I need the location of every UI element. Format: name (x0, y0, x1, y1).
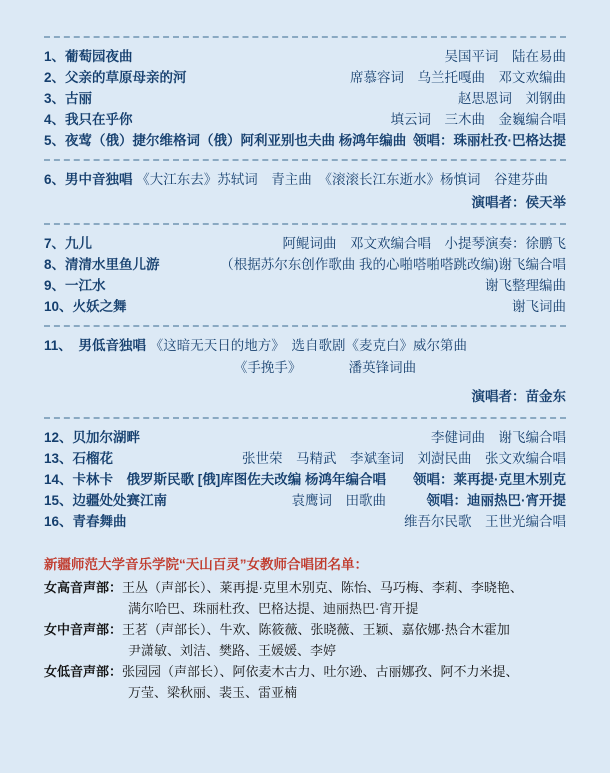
program-item-title: 5、夜莺（俄）捷尔维格词（俄）阿利亚别也夫曲 杨鸿年编曲 (44, 133, 407, 148)
performer-label: 演唱者： (471, 195, 526, 210)
lead-singer-label: 领唱： (413, 472, 454, 487)
program-item-credits: 张世荣 马精武 李斌奎词 刘澍民曲 张文欢编合唱 (242, 451, 566, 466)
solo-performer (44, 385, 566, 409)
roster-section-label: 女高音声部： (44, 580, 123, 595)
program-item-credits: 谢飞整理编曲 (485, 278, 566, 293)
program-item-title: 4、我只在乎你 (44, 112, 133, 127)
program-item-credits: 谢飞词曲 (512, 299, 566, 314)
program-item (44, 254, 566, 275)
roster-section-names: 王丛（声部长）、莱再提·克里木别克、陈怡、马巧梅、李莉、李晓艳、 (122, 580, 523, 595)
program-item-title: 8、清清水里鱼儿游 (44, 257, 160, 272)
roster-title: 新疆师范大学音乐学院“天山百灵”女教师合唱团名单： (44, 557, 368, 572)
program-item-title: 16、青春舞曲 (44, 514, 127, 529)
performer-name: 苗金东 (525, 389, 566, 404)
lead-singer-name: 珠丽杜孜·巴格达提 (453, 133, 566, 148)
program-item-title: 15、边疆处处赛江南 (44, 493, 168, 508)
roster-section-names: 王茗（声部长）、牛欢、陈筱薇、张晓薇、王颖、嘉依娜·热合木霍加 (122, 622, 510, 637)
program-item (44, 233, 566, 254)
program-item (44, 88, 566, 109)
program-item (44, 511, 566, 532)
program-item (44, 296, 566, 317)
solo-description: 《大江东去》苏轼词 青主曲 《滚滚长江东逝水》杨慎词 谷建芬曲 (136, 172, 549, 187)
program-group-2 (44, 161, 566, 223)
roster-section-label: 女中音声部： (44, 622, 123, 637)
roster-row-mezzo (44, 619, 566, 640)
program-item-credits: 李健词曲 谢飞编合唱 (431, 430, 566, 445)
lead-singer-label: 领唱： (413, 133, 454, 148)
solo-subtitle: 《手挽手》 潘英锋词曲 (233, 360, 417, 375)
program-item-credits (413, 130, 566, 151)
roster-row-mezzo-cont: 尹潇敏、刘洁、樊路、王媛媛、李婷 (128, 643, 337, 658)
program-item-title: 10、火妖之舞 (44, 299, 127, 314)
program-item-title: 12、贝加尔湖畔 (44, 430, 141, 445)
program-item-title: 2、父亲的草原母亲的河 (44, 70, 187, 85)
roster-row-soprano (44, 577, 566, 598)
program-item-credits: 赵思恩词 刘钢曲 (458, 91, 566, 106)
program-item-title: 1、葡萄园夜曲 (44, 49, 133, 64)
program-item (44, 46, 566, 67)
program-item-credits-mid: 袁鹰词 田歌曲 (291, 493, 386, 508)
program-item-credits (292, 490, 567, 511)
solo-performer (44, 191, 566, 215)
lead-singer-name: 迪丽热巴·宵开提 (467, 493, 566, 508)
program-item-title: 7、九儿 (44, 236, 93, 251)
program-item-title: 9、一江水 (44, 278, 106, 293)
program-group-1 (44, 38, 566, 159)
program-item-credits: 吴国平词 陆在易曲 (444, 49, 566, 64)
roster-row-soprano-cont: 满尔哈巴、珠丽杜孜、巴格达提、迪丽热巴·宵开提 (128, 601, 419, 616)
program-item (44, 275, 566, 296)
program-item (44, 469, 566, 490)
roster-section-names: 张园园（声部长）、阿依麦木古力、吐尔逊、古丽娜孜、阿不力米提、 (122, 664, 519, 679)
program-item-title: 13、石榴花 (44, 451, 114, 466)
program-item-credits: 填云词 三木曲 金巍编合唱 (390, 112, 566, 127)
performer-label: 演唱者： (471, 389, 526, 404)
program-item-title: 3、古丽 (44, 91, 93, 106)
program-item (44, 490, 566, 511)
choir-roster (44, 540, 566, 703)
program-group-3 (44, 225, 566, 325)
roster-row-alto-cont: 万莹、梁秋丽、裴玉、雷亚楠 (128, 685, 298, 700)
solo-item (44, 169, 566, 191)
program-group-5 (44, 419, 566, 540)
program-item-credits: 阿鲲词曲 邓文欢编合唱 小提琴演奏：徐鹏飞 (282, 236, 566, 251)
program-item-credits (413, 469, 566, 490)
program-item (44, 427, 566, 448)
program-item-title: 14、卡林卡 俄罗斯民歌 [俄]库图佐夫改编 杨鸿年编合唱 (44, 472, 387, 487)
roster-section-label: 女低音声部： (44, 664, 123, 679)
program-item (44, 67, 566, 88)
program-item-credits: 维吾尔民歌 王世光编合唱 (404, 514, 566, 529)
solo-title-text: 11、 男低音独唱 (44, 338, 147, 353)
program-item (44, 109, 566, 130)
lead-singer-name: 莱再提·克里木别克 (453, 472, 566, 487)
program-item (44, 448, 566, 469)
lead-singer-label: 领唱： (426, 493, 467, 508)
program-item-credits: （根据苏尔东创作歌曲 我的心啪嗒啪嗒跳改编)谢飞编合唱 (220, 257, 566, 272)
roster-row-alto (44, 661, 566, 682)
solo-title-text: 6、男中音独唱 (44, 172, 133, 187)
solo-description: 《这暗无天日的地方》 选自歌剧《麦克白》威尔第曲 (149, 338, 468, 353)
program-item-credits: 席慕容词 乌兰托嘎曲 邓文欢编曲 (350, 70, 566, 85)
performer-name: 侯天举 (525, 195, 566, 210)
program-item (44, 130, 566, 151)
solo-item (44, 335, 566, 357)
program-group-4 (44, 327, 566, 417)
